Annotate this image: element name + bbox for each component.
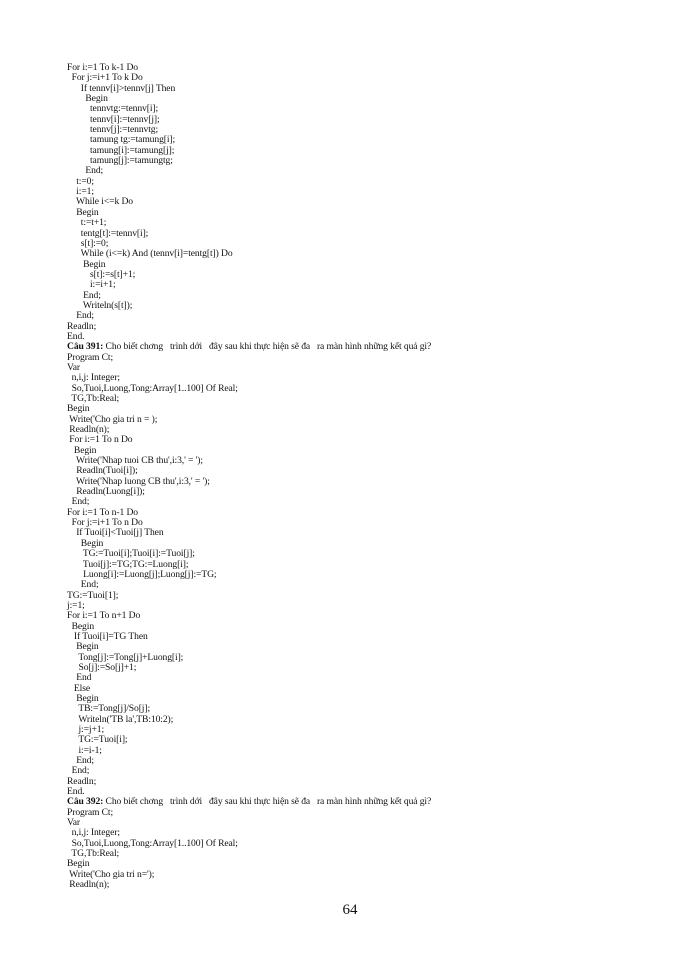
code-line: Var <box>67 361 81 373</box>
code-line: End; <box>67 289 101 301</box>
code-line: Tong[j]:=Tong[j]+Luong[i]; <box>67 651 184 663</box>
code-line: s[t]:=s[t]+1; <box>67 268 136 280</box>
code-line: Readln(n); <box>67 424 110 436</box>
code-line: tennvtg:=tennv[i]; <box>67 103 159 115</box>
question-label: Câu 391: <box>67 341 104 353</box>
code-line: Begin <box>67 692 99 704</box>
code-line: tennv[j]:=tennvtg; <box>67 124 159 136</box>
code-line: tamung tg:=tamung[i]; <box>67 134 176 146</box>
code-line: Readln(n); <box>67 879 110 891</box>
code-line: Program Ct; <box>67 351 114 363</box>
code-line: For j:=i+1 To k Do <box>67 72 143 84</box>
code-line: Begin <box>67 93 108 105</box>
code-line: End; <box>67 579 99 591</box>
code-line: Write('Nhap tuoi CB thu',i:3,' = '); <box>67 455 203 467</box>
question-text: Cho biết chơng trình dới đây sau khi thực hiện sẽ đa ra màn hình những kết quả gì? <box>103 796 432 808</box>
code-line: For j:=i+1 To n Do <box>67 517 143 529</box>
code-line: Writeln('TB la',TB:10:2); <box>67 713 174 725</box>
code-line: n,i,j: Integer; <box>67 372 120 384</box>
code-line: TG,Tb:Real; <box>67 393 120 404</box>
question-label: Câu 392: <box>67 796 104 808</box>
code-line: End <box>67 672 92 684</box>
code-line: End. <box>67 786 85 798</box>
code-line: Write('Cho gia tri n = ); <box>67 413 158 425</box>
code-line: Begin <box>67 206 99 218</box>
code-line: Readln; <box>67 320 97 332</box>
code-line: Program Ct; <box>67 806 114 818</box>
code-line: Begin <box>67 858 90 870</box>
code-line: j:=1; <box>67 599 85 611</box>
code-line: s[t]:=0; <box>67 237 109 249</box>
code-line: i:=1; <box>67 186 94 198</box>
code-line: If Tuoi[i]=TG Then <box>67 630 148 642</box>
code-line: So[j]:=So[j]+1; <box>67 661 137 673</box>
code-line: While (i<=k) And (tennv[i]=tentg[t]) Do <box>67 248 233 260</box>
code-line: i:=i-1; <box>67 744 102 756</box>
code-line: Begin <box>67 403 90 415</box>
code-line: End; <box>67 765 90 777</box>
code-line: TG,Tb:Real; <box>67 848 120 860</box>
code-line: Tuoi[j]:=TG;TG:=Luong[i]; <box>67 558 189 570</box>
code-line: If Tuoi[i]<Tuoi[j] Then <box>67 527 164 539</box>
code-line: i:=i+1; <box>67 279 116 291</box>
code-line: Begin <box>67 641 99 653</box>
code-line: So,Tuoi,Luong,Tong:Array[1..100] Of Real; <box>67 837 238 849</box>
code-line: If tennv[i]>tennv[j] Then <box>67 82 176 94</box>
code-line: For i:=1 To n Do <box>67 434 133 446</box>
code-line: For i:=1 To n+1 Do <box>67 610 141 622</box>
code-line: End; <box>67 310 94 322</box>
code-line: Begin <box>67 537 104 549</box>
code-line: Write('Cho gia tri n='); <box>67 868 155 880</box>
code-line: tentg[t]:=tennv[i]; <box>67 227 149 239</box>
code-line: Readln(Luong[i]); <box>67 486 145 498</box>
code-line: n,i,j: Integer; <box>67 827 120 839</box>
code-line: Begin <box>67 444 97 456</box>
code-line: While i<=k Do <box>67 196 133 208</box>
code-line: So,Tuoi,Luong,Tong:Array[1..100] Of Real; <box>67 382 238 394</box>
code-listing <box>67 63 667 891</box>
code-line: Readln(Tuoi[i]); <box>67 465 138 477</box>
code-line: tennv[i]:=tennv[j]; <box>67 113 160 125</box>
page-number: 64 <box>342 902 358 918</box>
code-line: Else <box>67 682 91 694</box>
code-line: End; <box>67 755 94 767</box>
code-line: Luong[i]:=Luong[j];Luong[j]:=TG; <box>67 568 217 580</box>
code-line: tamung[j]:=tamungtg; <box>67 155 173 167</box>
code-line: Writeln(s[t]); <box>67 299 133 311</box>
code-line: End; <box>67 165 104 177</box>
code-line: End. <box>67 330 85 342</box>
code-line: t:=0; <box>67 175 94 187</box>
code-line: For i:=1 To k-1 Do <box>67 62 138 73</box>
question-line <box>67 797 667 807</box>
code-line: Var <box>67 817 81 829</box>
code-line: TB:=Tong[j]/So[j]; <box>67 703 151 715</box>
code-line: Readln; <box>67 775 97 787</box>
code-line: tamung[i]:=tamung[j]; <box>67 144 175 156</box>
code-line: TG:=Tuoi[i]; <box>67 734 128 746</box>
code-line: For i:=1 To n-1 Do <box>67 506 138 518</box>
code-line: Begin <box>67 620 95 632</box>
code-line: TG:=Tuoi[i];Tuoi[i]:=Tuoi[j]; <box>67 548 195 560</box>
question-line <box>67 342 667 352</box>
code-line: End; <box>67 496 90 508</box>
code-line: Write('Nhap luong CB thu',i:3,' = '); <box>67 475 210 487</box>
code-line: Begin <box>67 258 106 270</box>
code-line: TG:=Tuoi[1]; <box>67 589 119 601</box>
code-line: t:=t+1; <box>67 217 107 229</box>
question-text: Cho biết chơng trình dới đây sau khi thực hiện sẽ đa ra màn hình những kết quả gì? <box>103 341 432 353</box>
code-line: j:=j+1; <box>67 724 105 735</box>
